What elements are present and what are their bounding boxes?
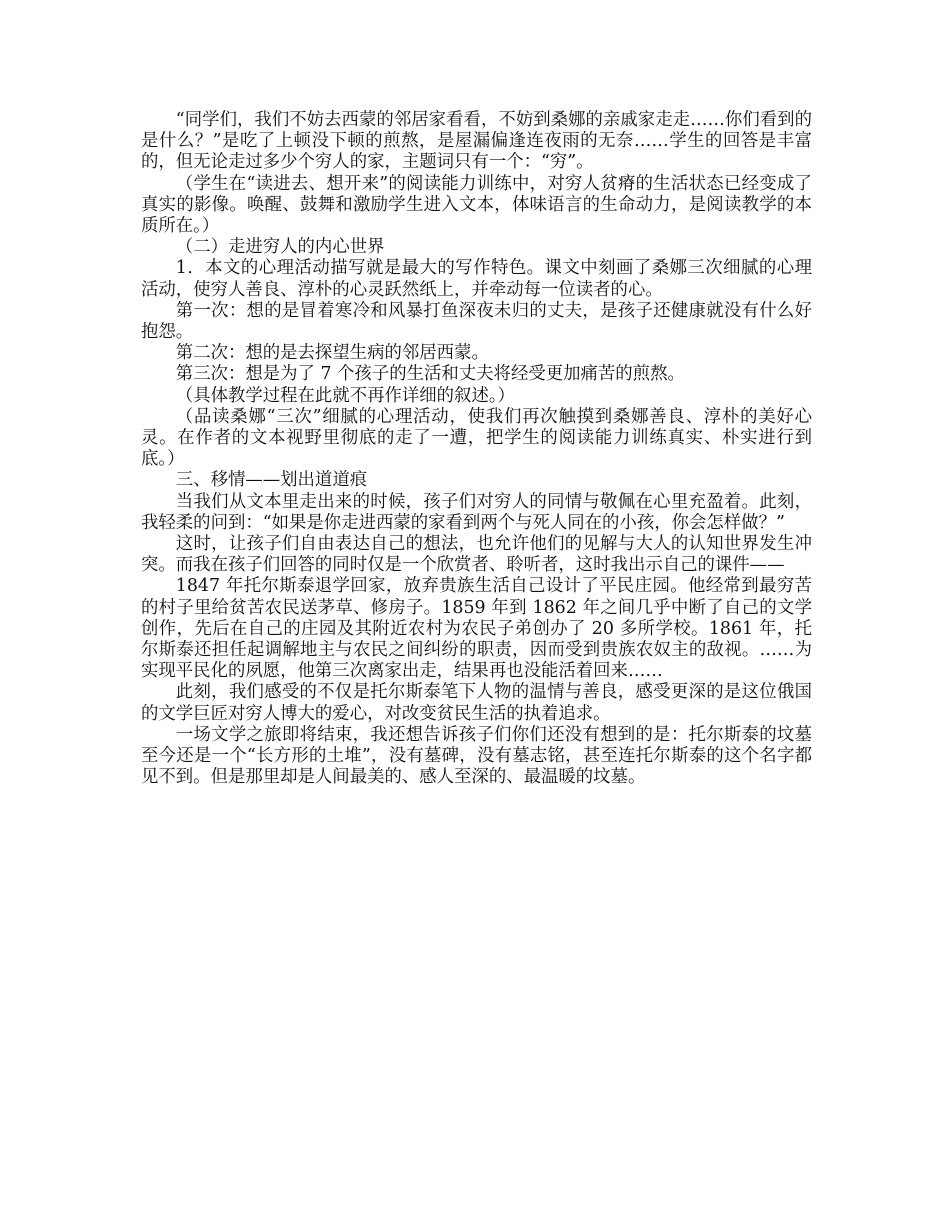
paragraph-feeling: 此刻，我们感受的不仅是托尔斯泰笔下人物的温情与善良，感受更深的是这位俄国的文学巨匠对穷人博大的爱心，对改变贫民生活的执着追求。 [141, 682, 812, 724]
paragraph-note-reading: （学生在“读进去、想开来”的阅读能力训练中，对穷人贫瘠的生活状态已经变成了真实的影像。唤醒、鼓舞和激励学生进入文本，体味语言的生命动力，是阅读教学的本质所在。） [141, 173, 812, 237]
document-body [141, 110, 812, 789]
paragraph-tolstoy-bio: 1847 年托尔斯泰退学回家，放弃贵族生活自己设计了平民庄园。他经常到最穷苦的村子里给贫苦农民送茅草、修房子。1859 年到 1862 年之间几乎中断了自己的文学创作，先后在自己的庄园及其附近农村为农民子弟创办了 20 多所学校。1861 年，托尔斯泰还担任起调解地主与农民之间纠纷的职责，因而受到贵族农奴主的敌视。……为实现平民化的夙愿，他第三次离家出走，结果再也没能活着回来…… [141, 576, 812, 682]
section-heading-empathy: 三、移情——划出道道痕 [175, 470, 368, 491]
paragraph-note-sanna: （品读桑娜“三次”细腻的心理活动，使我们再次触摸到桑娜善良、淳朴的美好心灵。在作者的文本视野里彻底的走了一遭，把学生的阅读能力训练真实、朴实进行到底。） [141, 406, 812, 470]
paragraph-question-simon: 当我们从文本里走出来的时候，孩子们对穷人的同情与敬佩在心里充盈着。此刻，我轻柔的问到：“如果是你走进西蒙的家看到两个与死人同在的小孩，你会怎样做？” [141, 491, 812, 533]
paragraph-psychology: 1．本文的心理活动描写就是最大的写作特色。课文中刻画了桑娜三次细腻的心理活动，使穷人善良、淳朴的心灵跃然纸上，并牵动每一位读者的心。 [141, 258, 812, 300]
paragraph-conclusion: 一场文学之旅即将结束，我还想告诉孩子们你们还没有想到的是：托尔斯泰的坟墓至今还是一个“长方形的土堆”，没有墓碑，没有墓志铭，甚至连托尔斯泰的这个名字都见不到。但是那里却是人间最美的、感人至深的、最温暖的坟墓。 [141, 724, 812, 788]
paragraph-children-express: 这时，让孩子们自由表达自己的想法，也允许他们的见解与大人的认知世界发生冲突。而我在孩子们回答的同时仅是一个欣赏者、聆听者，这时我出示自己的课件—— [141, 534, 812, 576]
paragraph-note-process: （具体教学过程在此就不再作详细的叙述。） [175, 385, 515, 406]
paragraph-first-time: 第一次：想的是冒着寒冷和风暴打鱼深夜未归的丈夫，是孩子还健康就没有什么好抱怨。 [141, 300, 812, 343]
paragraph-third-time: 第三次：想是为了 7 个孩子的生活和丈夫将经受更加痛苦的煎熬。 [175, 364, 685, 385]
paragraph-second-time: 第二次：想的是去探望生病的邻居西蒙。 [175, 343, 489, 364]
section-heading-inner-world: （二）走进穷人的内心世界 [175, 237, 385, 258]
paragraph-intro-question: “同学们，我们不妨去西蒙的邻居家看看，不妨到桑娜的亲戚家走走……你们看到的是什么？”是吃了上顿没下顿的煎熬，是屋漏偏逢连夜雨的无奈……学生的回答是丰富的，但无论走过多少个穷人的家，主题词只有一个：“穷”。 [141, 110, 812, 173]
